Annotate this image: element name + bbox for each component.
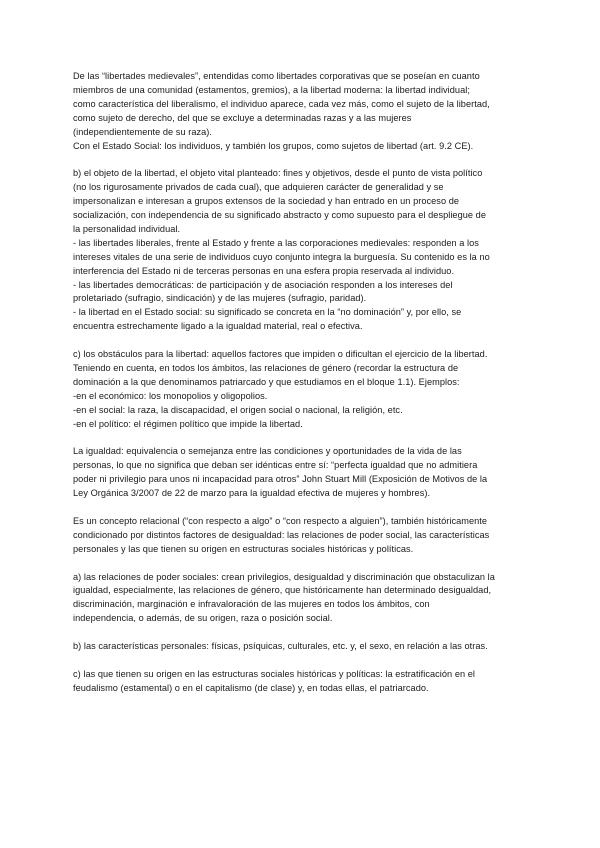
text-line: b) las características personales: físicas, psíquicas, culturales, etc. y, el sexo, en relación a las otras. xyxy=(73,641,488,652)
text-line: -en el económico: los monopolios y oligopolios. xyxy=(73,390,268,401)
text-line: condicionado por distintos factores de desigualdad: las relaciones de poder social, las características xyxy=(73,529,490,540)
text-line: - las libertades liberales, frente al Estado y frente a las corporaciones medievales: responden a los xyxy=(73,237,479,248)
paragraph-caracteristicas-personales xyxy=(73,640,533,654)
text-line: -en el social: la raza, la discapacidad, el origen social o nacional, la religión, etc. xyxy=(73,404,403,415)
text-line: -en el político: el régimen político que impide la libertad. xyxy=(73,418,303,429)
text-line: (independientemente de su raza). xyxy=(73,126,212,137)
paragraph-estructuras-sociales xyxy=(73,668,533,696)
text-line: personas, lo que no significa que deban ser idénticas entre sí: “perfecta igualdad que no admitiera xyxy=(73,460,478,471)
document-body xyxy=(73,70,533,696)
text-line: (no los rigurosamente privados de cada cual), que adquieren carácter de generalidad y se xyxy=(73,182,444,193)
paragraph-concepto-relacional xyxy=(73,515,533,557)
text-line: a) las relaciones de poder sociales: crean privilegios, desigualdad y discriminación que obstaculizan la xyxy=(73,571,495,582)
text-line: igualdad, especialmente, las relaciones de género, que históricamente han determinado desigualdad, xyxy=(73,585,492,596)
paragraph-igualdad xyxy=(73,445,533,501)
text-line: independencia, o además, de su origen, raza o posición social. xyxy=(73,613,333,624)
text-line: encuentra estrechamente ligado a la igualdad material, real o efectiva. xyxy=(73,321,363,332)
text-line: Teniendo en cuenta, en todos los ámbitos, las relaciones de género (recordar la estructura de xyxy=(73,363,459,373)
text-line: b) el objeto de la libertad, el objeto vital planteado: fines y objetivos, desde el punto de vista político xyxy=(73,168,483,179)
paragraph-obstaculos-libertad xyxy=(73,348,533,431)
text-line: la personalidad individual. xyxy=(73,223,181,234)
text-line: Ley Orgánica 3/2007 de 22 de marzo para la igualdad efectiva de mujeres y hombres). xyxy=(73,488,431,499)
paragraph-objeto-libertad xyxy=(73,167,533,334)
text-line: Con el Estado Social: los individuos, y también los grupos, como sujetos de libertad (art. 9.2 CE). xyxy=(73,140,474,151)
text-line: - las libertades democráticas: de participación y de asociación responden a los intereses del xyxy=(73,279,453,290)
text-line: proletariado (sufragio, sindicación) y de las mujeres (sufragio, paridad). xyxy=(73,293,367,304)
text-line: intereses vitales de una serie de individuos cuyo conjunto integra la burguesía. Su contenido es la no xyxy=(73,251,490,262)
text-line: socialización, con independencia de su significado abstracto y como supuesto para el despliegue de xyxy=(73,210,486,221)
text-line: como sujeto de derecho, del que se excluye a determinadas razas y a las mujeres xyxy=(73,112,412,123)
text-line: impersonalizan e interesan a grupos extensos de la sociedad y han entrado en un proceso de xyxy=(73,196,460,207)
text-line: como característica del liberalismo, el individuo aparece, cada vez más, como el sujeto de la libertad, xyxy=(73,98,490,109)
text-line: interferencia del Estado ni de terceras personas en una esfera propia reservada al individuo. xyxy=(73,265,455,276)
text-line: miembros de una comunidad (estamentos, gremios), a la libertad moderna: la libertad individual; xyxy=(73,84,470,95)
text-line: poder ni privilegio para unos ni incapacidad para otros” John Stuart Mill (Exposición de Motivos de la xyxy=(73,474,488,485)
paragraph-relaciones-poder xyxy=(73,571,533,627)
text-line: De las “libertades medievales”, entendidas como libertades corporativas que se poseían en cuanto xyxy=(73,71,480,81)
text-line: feudalismo (estamental) o en el capitalismo (de clase) y, en todas ellas, el patriarcado. xyxy=(73,682,429,693)
text-line: La igualdad: equivalencia o semejanza entre las condiciones y oportunidades de la vida de las xyxy=(73,446,462,457)
text-line: discriminación, marginación e infravaloración de las mujeres en todos los ámbitos, con xyxy=(73,599,430,610)
text-line: c) los obstáculos para la libertad: aquellos factores que impiden o dificultan el ejercicio de la libertad. xyxy=(73,349,488,360)
text-line: personales y las que tienen su origen en estructuras sociales históricas y políticas. xyxy=(73,543,414,554)
text-line: dominación a la que denominamos patriarcado y que estudiamos en el bloque 1.1). Ejemplos: xyxy=(73,376,460,387)
text-line: - la libertad en el Estado social: su significado se concreta en la “no dominación” y, por ello, se xyxy=(73,307,462,318)
text-line: Es un concepto relacional (“con respecto a algo” o “con respecto a alguien”), también históricamente xyxy=(73,515,488,526)
paragraph-libertades-medievales xyxy=(73,70,533,153)
text-line: c) las que tienen su origen en las estructuras sociales históricas y políticas: la estratificación en el xyxy=(73,668,475,679)
